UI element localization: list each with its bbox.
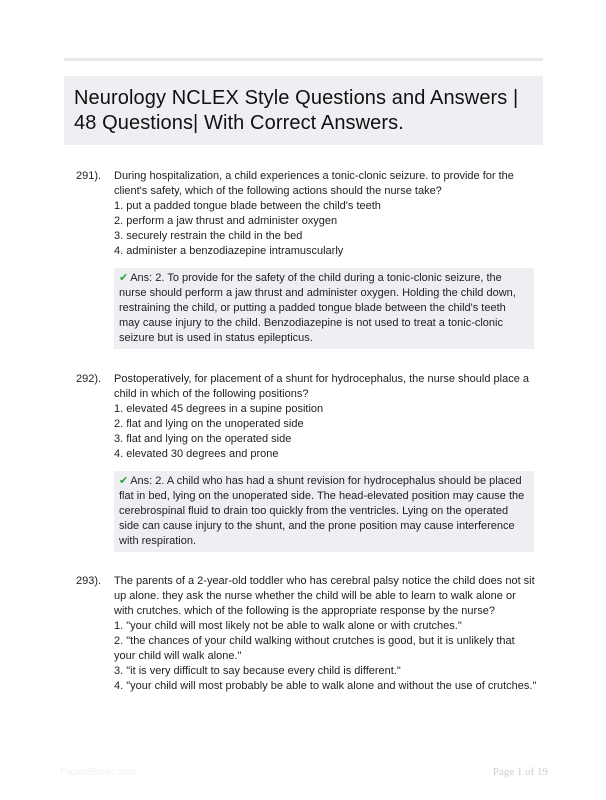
question-text: Postoperatively, for placement of a shunt for hydrocephalus, the nurse should place a child in which of the following positions? — [114, 373, 529, 400]
question-number: 292). — [76, 373, 102, 385]
footer-site: PaperStonic.com — [60, 767, 137, 778]
question-body — [114, 574, 538, 694]
document-title: Neurology NCLEX Style Questions and Answers | 48 Questions| With Correct Answers. — [74, 87, 519, 134]
option-item: 1. elevated 45 degrees in a supine position — [114, 403, 324, 415]
option-list — [114, 402, 538, 462]
question-number: 291). — [76, 170, 102, 182]
header-divider — [64, 58, 543, 61]
question-text: The parents of a 2-year-old toddler who has cerebral palsy notice the child does not sit up alone. they ask the nurse whether the child will be able to learn to walk alone or with crutches. which of the following is the appropriate response by the nurse? — [114, 575, 535, 617]
option-item: 2. flat and lying on the unoperated side — [114, 418, 304, 430]
option-item: 3. flat and lying on the operated side — [114, 433, 292, 445]
option-item: 3. "it is very difficult to say because every child is different." — [114, 665, 401, 677]
option-item: 2. perform a jaw thrust and administer oxygen — [114, 215, 338, 227]
option-item: 2. "the chances of your child walking without crutches is good, but it is unlikely that your child will walk alone." — [114, 635, 515, 662]
question-number: 293). — [76, 575, 102, 587]
option-item: 1. "your child will most likely not be able to walk alone or with crutches." — [114, 620, 462, 632]
option-list — [114, 619, 538, 694]
answer-box — [114, 471, 534, 552]
answer-text: Ans: 2. A child who has had a shunt revision for hydrocephalus should be placed flat in bed, lying on the unoperated side. The head-elevated position may cause the cerebrospinal fluid to drain too quickly from the ventricles. Lying on the operated side can cause injury to the shunt, and the prone position may cause interference with respiration. — [119, 475, 525, 547]
question-body — [114, 372, 538, 552]
option-item: 3. securely restrain the child in the bed — [114, 230, 303, 242]
option-item: 4. "your child will most probably be able to walk alone and without the use of crutches." — [114, 680, 537, 692]
page-number: Page 1 of 19 — [492, 766, 548, 778]
question-body — [114, 169, 538, 349]
option-item: 4. elevated 30 degrees and prone — [114, 448, 279, 460]
check-icon: ✔ — [119, 271, 129, 284]
answer-text: Ans: 2. To provide for the safety of the child during a tonic-clonic seizure, the nurse should perform a jaw thrust and administer oxygen. Holding the child down, restraining the child, or putting a padded tongue blade between the child's teeth may cause injury to the child. Benzodiazepine is not used to treat a tonic-clonic seizure but is used in status epilepticus. — [119, 272, 516, 344]
option-list — [114, 199, 538, 259]
title-banner — [64, 76, 543, 145]
check-icon: ✔ — [119, 474, 129, 487]
option-item: 4. administer a benzodiazepine intramuscularly — [114, 245, 344, 257]
answer-box — [114, 268, 534, 349]
question-text: During hospitalization, a child experiences a tonic-clonic seizure. to provide for the client's safety, which of the following actions should the nurse take? — [114, 170, 514, 197]
option-item: 1. put a padded tongue blade between the child's teeth — [114, 200, 381, 212]
